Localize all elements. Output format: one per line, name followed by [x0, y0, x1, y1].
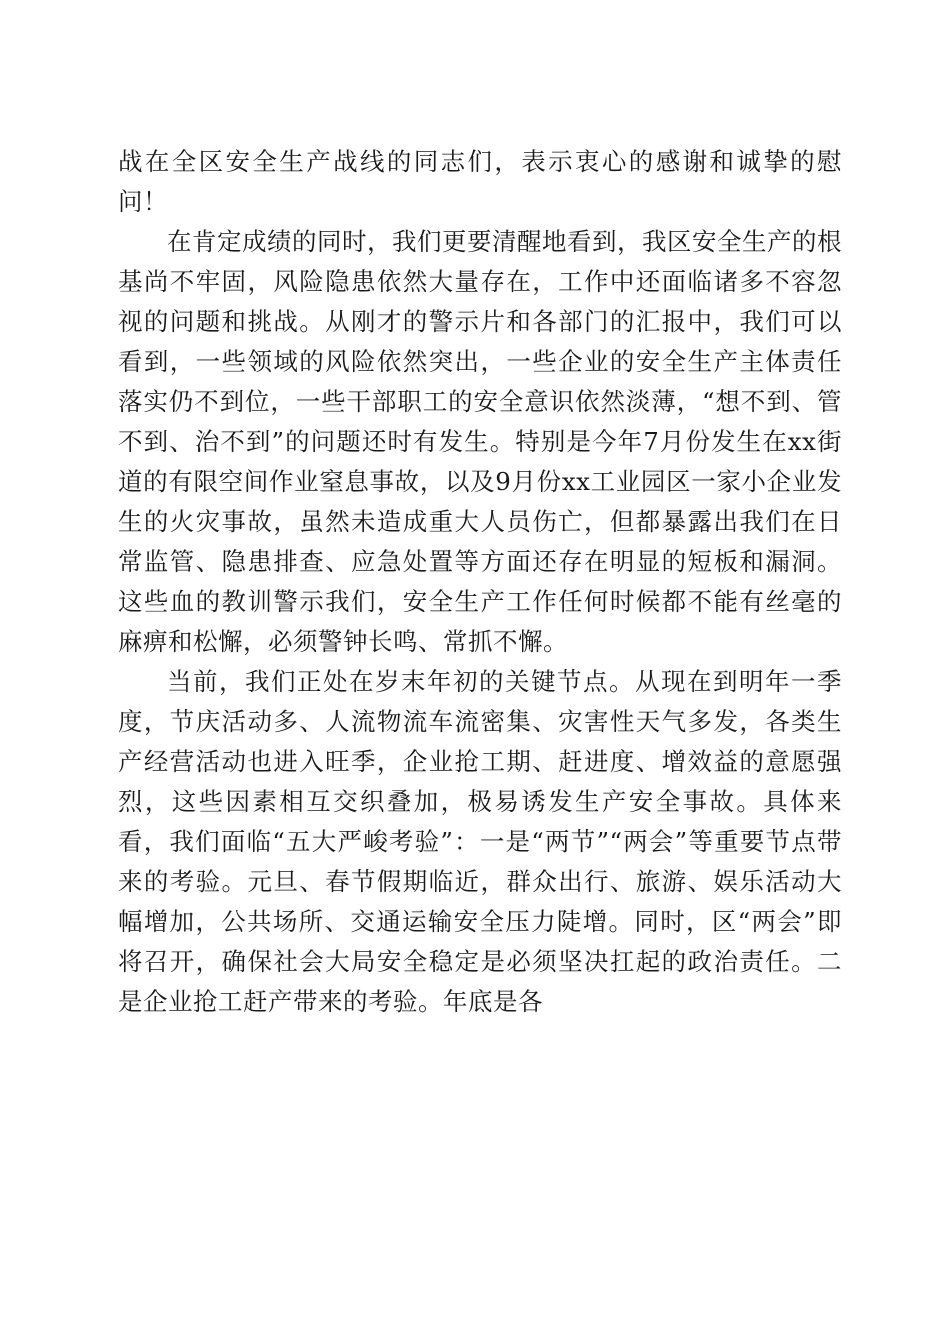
paragraph-continuation: 战在全区安全生产战线的同志们，表示衷心的感谢和诚挚的慰问！ — [118, 147, 842, 216]
document-body — [118, 142, 842, 1022]
paragraph-challenges: 当前，我们正处在岁末年初的关键节点。从现在到明年一季度，节庆活动多、人流物流车流密集、灾害性天气多发，各类生产经营活动也进入旺季，企业抢工期、赶进度、增效益的意愿强烈，这些因素相互交织叠加，极易诱发生产安全事故。具体来看，我们面临“五大严峻考验”：一是“两节”“两会”等重要节点带来的考验。元旦、春节假期临近，群众出行、旅游、娱乐活动大幅增加，公共场所、交通运输安全压力陡增。同时，区“两会”即将召开，确保社会大局安全稳定是必须坚决扛起的政治责任。二是企业抢工赶产带来的考验。年底是各 — [118, 667, 842, 1016]
paragraph-problems: 在肯定成绩的同时，我们更要清醒地看到，我区安全生产的根基尚不牢固，风险隐患依然大量存在，工作中还面临诸多不容忽视的问题和挑战。从刚才的警示片和各部门的汇报中，我们可以看到，一些领域的风险依然突出，一些企业的安全生产主体责任落实仍不到位，一些干部职工的安全意识依然淡薄，“想不到、管不到、治不到”的问题还时有发生。特别是今年7月份发生在xx街道的有限空间作业窒息事故，以及9月份xx工业园区一家小企业发生的火灾事故，虽然未造成重大人员伤亡，但都暴露出我们在日常监管、隐患排查、应急处置等方面还存在明显的短板和漏洞。这些血的教训警示我们，安全生产工作任何时候都不能有丝毫的麻痹和松懈，必须警钟长鸣、常抓不懈。 — [118, 227, 842, 656]
